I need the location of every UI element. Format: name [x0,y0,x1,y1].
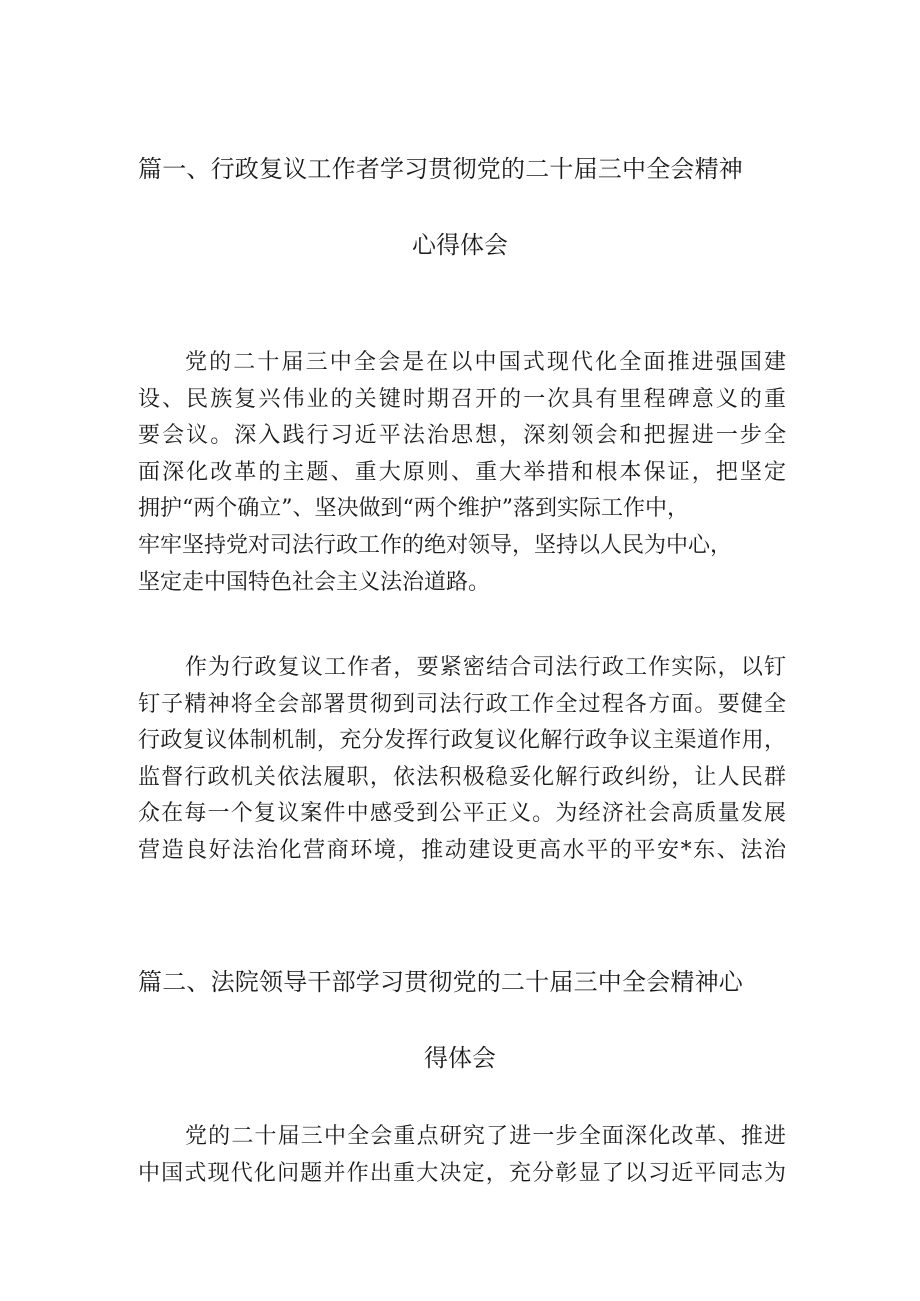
text-line: 众在每一个复议案件中感受到公平正义。为经济社会高质量发展 [138,801,786,827]
section1-title-line1: 篇一、行政复议工作者学习贯彻党的二十届三中全会精神 [138,155,743,183]
section2-title-line2: 得体会 [424,1044,496,1072]
text-line: 牢牢坚持党对司法行政工作的绝对领导，坚持以人民为中心， [138,532,733,558]
text-line: 党的二十届三中全会重点研究了进一步全面深化改革、推进 [185,1124,786,1149]
section2-paragraph-1 [138,1119,786,1192]
text-line: 面深化改革的主题、重大原则、重大举措和根本保证，把坚定 [138,459,786,485]
text-line: 设、民族复兴伟业的关键时期召开的一次具有里程碑意义的重 [138,386,786,412]
section2-title-line1: 篇二、法院领导干部学习贯彻党的二十届三中全会精神心 [138,968,743,996]
text-line: 要会议。深入践行习近平法治思想，深刻领会和把握进一步全 [138,423,786,449]
section1-title-line2: 心得体会 [412,231,508,259]
text-line: 营造良好法治化营商环境，推动建设更高水平的平安*东、法治 [138,837,786,863]
text-line: 中国式现代化问题并作出重大决定，充分彰显了以习近平同志为 [138,1160,786,1186]
text-line: 拥护“两个确立”、坚决做到“两个维护”落到实际工作中， [138,496,689,522]
text-line: 钉子精神将全会部署贯彻到司法行政工作全过程各方面。要健全 [138,691,786,717]
text-line: 作为行政复议工作者，要紧密结合司法行政工作实际，以钉 [185,655,786,680]
text-line: 党的二十届三中全会是在以中国式现代化全面推进强国建 [185,350,786,375]
text-line: 坚定走中国特色社会主义法治道路。 [138,569,491,595]
text-line: 行政复议体制机制，充分发挥行政复议化解行政争议主渠道作用， [138,728,786,754]
text-line: 监督行政机关依法履职，依法积极稳妥化解行政纠纷，让人民群 [138,764,786,790]
section1-paragraph-2 [138,650,786,870]
section1-paragraph-1 [138,345,786,601]
